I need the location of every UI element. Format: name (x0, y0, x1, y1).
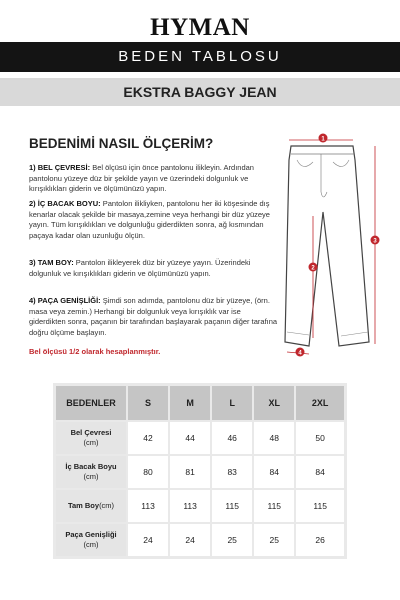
table-cell: 46 (212, 422, 252, 454)
step-text: Pantolon ilikleyerek düz bir yüzeye yayın. Üzerindeki dolgunluk ve kırışıklıkları giderin ve ölçümünüzü yapın. (29, 258, 251, 278)
table-cell: 113 (128, 490, 168, 522)
svg-text:3: 3 (373, 238, 377, 245)
table-row (56, 524, 344, 556)
step-text: Şimdi son adımda, pantolonu düz bir yüzeye, (örn. masa veya zemin.) Herhangi bir dolgunluk veya kırışıklık var ise giderdikten sonra, paçanın bir tarafından başlayarak paçanın diğer tarafına doğru ölçüme başlayın. (29, 296, 278, 337)
table-cell: 25 (212, 524, 252, 556)
marker-2 (309, 263, 318, 272)
table-header-cell: BEDENLER (56, 386, 126, 420)
table-cell: 113 (170, 490, 210, 522)
step-label: 1) BEL ÇEVRESİ: (29, 163, 91, 172)
size-table (54, 384, 346, 558)
table-cell: 26 (296, 524, 344, 556)
step-label: 2) İÇ BACAK BOYU: (29, 199, 101, 208)
row-label: Paça Genişliği (cm) (56, 524, 126, 556)
step-leg-opening (29, 296, 279, 338)
table-cell: 81 (170, 456, 210, 488)
step-waist (29, 163, 279, 195)
table-cell: 115 (212, 490, 252, 522)
table-cell: 24 (128, 524, 168, 556)
table-cell: 48 (254, 422, 294, 454)
table-header-cell: XL (254, 386, 294, 420)
table-header-row (56, 386, 344, 420)
marker-1 (319, 134, 328, 143)
step-label: 4) PAÇA GENİŞLİĞİ: (29, 296, 101, 305)
table-cell: 115 (254, 490, 294, 522)
table-cell: 25 (254, 524, 294, 556)
table-cell: 115 (296, 490, 344, 522)
step-text: Bel ölçüsü için önce pantolonu ilikleyin. Ardından pantolonu yüzeye düz bir şekilde yayın ve üzerindeki dolgunluk ve kırışıklıkları giderin ve ölçümünüzü yapın. (29, 163, 254, 193)
table-header-cell: S (128, 386, 168, 420)
table-header-cell: 2XL (296, 386, 344, 420)
svg-text:2: 2 (311, 265, 315, 272)
table-cell: 44 (170, 422, 210, 454)
marker-4 (296, 348, 305, 357)
brand-logo: HYMAN (150, 14, 250, 41)
row-label: Bel Çevresi (cm) (56, 422, 126, 454)
table-row (56, 422, 344, 454)
svg-text:4: 4 (298, 350, 302, 357)
table-cell: 50 (296, 422, 344, 454)
table-cell: 42 (128, 422, 168, 454)
row-label: Tam Boy(cm) (56, 490, 126, 522)
step-inseam (29, 199, 279, 241)
marker-3 (371, 236, 380, 245)
jeans-outline (285, 146, 369, 346)
measure-heading: BEDENİMİ NASIL ÖLÇERİM? (29, 136, 214, 151)
step-text: Pantolon ilikliyken, pantolonu her iki köşesinde dış kenarlar olacak şekilde bir masaya,zemine veya herhangi bir düz yüzeye yayın. Tüm kırışıklıkları ve dolgunluğu giderdikten sonra, ağ kısmından paçaya kadar olan uzunluğu ölçün. (29, 199, 270, 240)
table-row (56, 456, 344, 488)
table-header-cell: L (212, 386, 252, 420)
row-label: İç Bacak Boyu (cm) (56, 456, 126, 488)
step-length (29, 258, 279, 279)
table-cell: 84 (254, 456, 294, 488)
table-header-cell: M (170, 386, 210, 420)
table-cell: 80 (128, 456, 168, 488)
jeans-diagram-icon (283, 132, 383, 362)
table-cell: 84 (296, 456, 344, 488)
table-row (56, 490, 344, 522)
waist-note: Bel ölçüsü 1/2 olarak hesaplanmıştır. (29, 347, 161, 356)
step-label: 3) TAM BOY: (29, 258, 74, 267)
table-cell: 24 (170, 524, 210, 556)
svg-text:1: 1 (321, 136, 325, 143)
product-name: EKSTRA BAGGY JEAN (0, 78, 400, 106)
table-cell: 83 (212, 456, 252, 488)
page-title: BEDEN TABLOSU (0, 42, 400, 72)
